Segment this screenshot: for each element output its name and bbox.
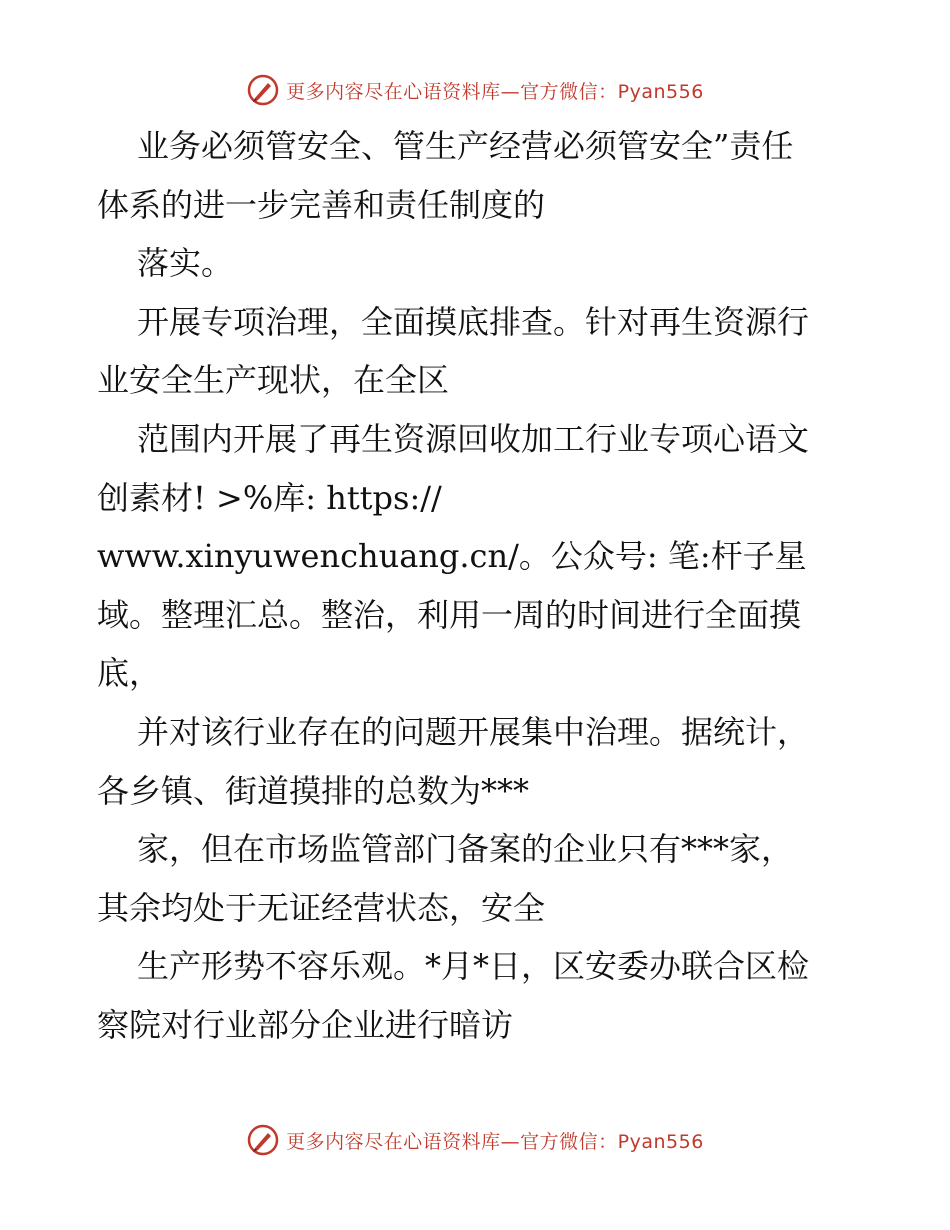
pen-logo-icon xyxy=(246,1123,280,1157)
text-line: 落实。 xyxy=(137,244,234,283)
text-line: 业务必须管安全、管生产经营必须管安全”责任 xyxy=(137,127,794,165)
text-line: 察院对行业部分企业进行暗访 xyxy=(97,1005,514,1044)
page-footer-banner xyxy=(0,1120,950,1160)
header-banner-text: 更多内容尽在心语资料库—官方微信：Pyan556 xyxy=(286,80,704,103)
text-line: 范围内开展了再生资源回收加工行业专项心语文 xyxy=(137,419,810,458)
text-line: 创素材! >%库: https:// xyxy=(97,478,442,517)
text-line: 并对该行业存在的问题开展集中治理。据统计， xyxy=(137,712,810,751)
text-line: 体系的进一步完善和责任制度的 xyxy=(97,185,546,224)
text-line: 开展专项治理，全面摸底排查。针对再生资源行 xyxy=(137,302,810,341)
page-header-banner xyxy=(0,70,950,110)
text-line: 家，但在市场监管部门备案的企业只有***家， xyxy=(137,830,794,869)
footer-banner-text: 更多内容尽在心语资料库—官方微信：Pyan556 xyxy=(286,1130,704,1153)
text-line: www.xinyuwenchuang.cn/。公众号: 笔:杆子星 xyxy=(97,537,807,576)
text-line: 域。整理汇总。整治，利用一周的时间进行全面摸 xyxy=(97,595,802,634)
pen-logo-icon xyxy=(246,73,280,107)
document-body xyxy=(97,118,857,1056)
text-line: 其余均处于无证经营状态，安全 xyxy=(97,888,546,927)
text-line: 底， xyxy=(97,654,162,693)
text-line: 业安全生产现状，在全区 xyxy=(97,361,450,400)
text-line: 各乡镇、街道摸排的总数为*** xyxy=(97,771,530,810)
text-line: 生产形势不容乐观。*月*日，区安委办联合区检 xyxy=(137,947,810,986)
